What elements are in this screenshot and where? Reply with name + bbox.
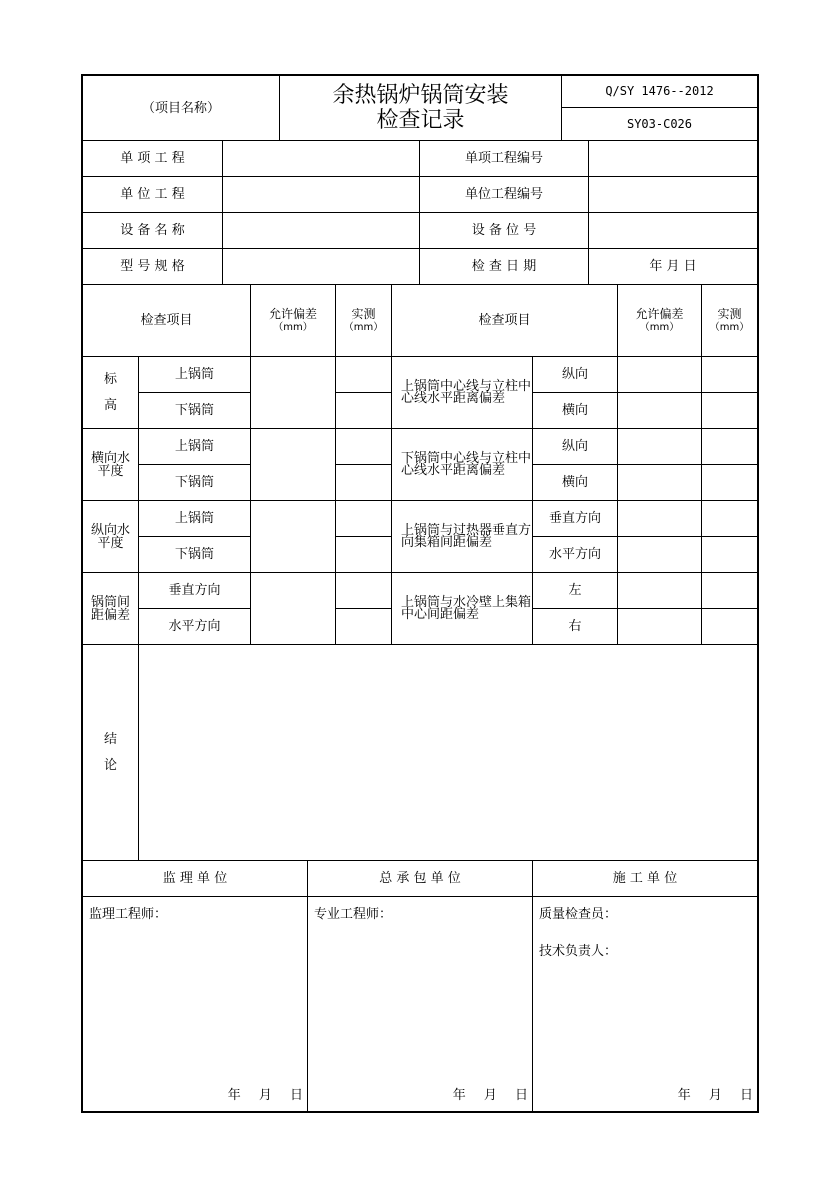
unit-label: （mm） [639, 321, 680, 333]
measured-field[interactable] [335, 464, 392, 501]
column-header-item: 检查项目 [82, 284, 251, 357]
sub-item-label: 横向 [532, 464, 618, 501]
column-header-label: 实测 [351, 306, 376, 321]
info-label: 设 备 位 号 [419, 212, 589, 249]
sub-item-label: 下锅筒 [138, 464, 251, 501]
group-label: 纵向水平度 [82, 500, 139, 573]
sub-item-label: 水平方向 [532, 536, 618, 573]
info-value-field[interactable] [588, 140, 758, 177]
signature-unit-header: 施 工 单 位 [532, 860, 758, 897]
group-label-char: 高 [103, 397, 117, 413]
title-line-2: 检查记录 [376, 108, 465, 133]
measured-field[interactable] [335, 500, 392, 537]
signature-role-label: 监理工程师： [89, 907, 168, 922]
right-item-label: 上锅筒与过热器垂直方向集箱间距偏差 [391, 500, 533, 573]
right-item-label: 上锅筒中心线与立柱中心线水平距离偏差 [391, 356, 533, 429]
allowed-deviation-field[interactable] [617, 536, 702, 573]
signature-role-label: 质量检查员： [539, 907, 618, 922]
measured-field[interactable] [335, 428, 392, 465]
measured-field[interactable] [701, 500, 758, 537]
sub-item-label: 垂直方向 [532, 500, 618, 537]
sub-item-label: 纵向 [532, 356, 618, 393]
sub-item-label: 水平方向 [138, 608, 251, 645]
sub-item-label: 上锅筒 [138, 356, 251, 393]
allowed-deviation-field[interactable] [250, 356, 336, 429]
sub-item-label: 横向 [532, 392, 618, 429]
project-name: （项目名称） [82, 75, 280, 141]
signature-role-label: 技术负责人： [539, 944, 618, 959]
signature-unit-header: 监 理 单 位 [82, 860, 308, 897]
sub-item-label: 下锅筒 [138, 392, 251, 429]
sub-item-label: 上锅筒 [138, 428, 251, 465]
allowed-deviation-field[interactable] [617, 500, 702, 537]
allowed-deviation-field[interactable] [617, 428, 702, 465]
column-header-item: 检查项目 [391, 284, 618, 357]
measured-field[interactable] [701, 428, 758, 465]
allowed-deviation-field[interactable] [250, 428, 336, 501]
standard-number: Q/SY 1476--2012 [561, 75, 758, 108]
column-header-label: 允许偏差 [268, 306, 317, 321]
signature-box[interactable] [307, 896, 533, 1112]
form-code: SY03-C026 [561, 107, 758, 141]
info-value-field[interactable] [222, 212, 420, 249]
signature-date: 年 月 日 [677, 1088, 753, 1103]
info-label: 单 项 工 程 [82, 140, 223, 177]
measured-field[interactable] [701, 356, 758, 393]
right-item-label: 下锅筒中心线与立柱中心线水平距离偏差 [391, 428, 533, 501]
group-label [82, 356, 139, 429]
signature-date: 年 月 日 [227, 1088, 303, 1103]
measured-field[interactable] [335, 356, 392, 393]
signature-box[interactable] [82, 896, 308, 1112]
measured-field[interactable] [335, 392, 392, 429]
measured-field[interactable] [335, 536, 392, 573]
form-title [279, 75, 562, 141]
column-header-measured [335, 284, 392, 357]
info-label: 设 备 名 称 [82, 212, 223, 249]
info-value-field[interactable]: 年 月 日 [588, 248, 758, 285]
column-header-allowed [250, 284, 336, 357]
measured-field[interactable] [335, 608, 392, 645]
measured-field[interactable] [701, 608, 758, 645]
info-label: 单项工程编号 [419, 140, 589, 177]
sub-item-label: 下锅筒 [138, 536, 251, 573]
unit-label: （mm） [709, 321, 750, 333]
sub-item-label: 右 [532, 608, 618, 645]
measured-field[interactable] [701, 536, 758, 573]
conclusion-char: 论 [103, 757, 117, 773]
signature-unit-header: 总 承 包 单 位 [307, 860, 533, 897]
group-label: 横向水平度 [82, 428, 139, 501]
allowed-deviation-field[interactable] [617, 608, 702, 645]
allowed-deviation-field[interactable] [617, 464, 702, 501]
allowed-deviation-field[interactable] [617, 356, 702, 393]
info-value-field[interactable] [222, 176, 420, 213]
info-value-field[interactable] [588, 212, 758, 249]
group-label-char: 标 [103, 371, 117, 387]
conclusion-label [82, 644, 139, 861]
measured-field[interactable] [701, 464, 758, 501]
allowed-deviation-field[interactable] [250, 572, 336, 645]
info-value-field[interactable] [222, 140, 420, 177]
sub-item-label: 垂直方向 [138, 572, 251, 609]
info-value-field[interactable] [588, 176, 758, 213]
unit-label: （mm） [343, 321, 384, 333]
group-label: 锅筒间距偏差 [82, 572, 139, 645]
sub-item-label: 纵向 [532, 428, 618, 465]
column-header-label: 允许偏差 [635, 306, 684, 321]
column-header-measured [701, 284, 758, 357]
signature-date: 年 月 日 [452, 1088, 528, 1103]
signature-box[interactable] [532, 896, 758, 1112]
allowed-deviation-field[interactable] [617, 392, 702, 429]
info-label: 型 号 规 格 [82, 248, 223, 285]
conclusion-char: 结 [103, 731, 117, 747]
right-item-label: 上锅筒与水冷壁上集箱中心间距偏差 [391, 572, 533, 645]
conclusion-field[interactable] [138, 644, 758, 861]
allowed-deviation-field[interactable] [250, 500, 336, 573]
unit-label: （mm） [273, 321, 313, 333]
sub-item-label: 上锅筒 [138, 500, 251, 537]
measured-field[interactable] [701, 392, 758, 429]
info-value-field[interactable] [222, 248, 420, 285]
allowed-deviation-field[interactable] [617, 572, 702, 609]
measured-field[interactable] [335, 572, 392, 609]
sub-item-label: 左 [532, 572, 618, 609]
title-line-1: 余热锅炉锅筒安装 [332, 83, 509, 108]
signature-role-label: 专业工程师： [314, 907, 393, 922]
info-label: 单位工程编号 [419, 176, 589, 213]
measured-field[interactable] [701, 572, 758, 609]
info-label: 检 查 日 期 [419, 248, 589, 285]
info-label: 单 位 工 程 [82, 176, 223, 213]
column-header-allowed [617, 284, 702, 357]
column-header-label: 实测 [717, 306, 742, 321]
